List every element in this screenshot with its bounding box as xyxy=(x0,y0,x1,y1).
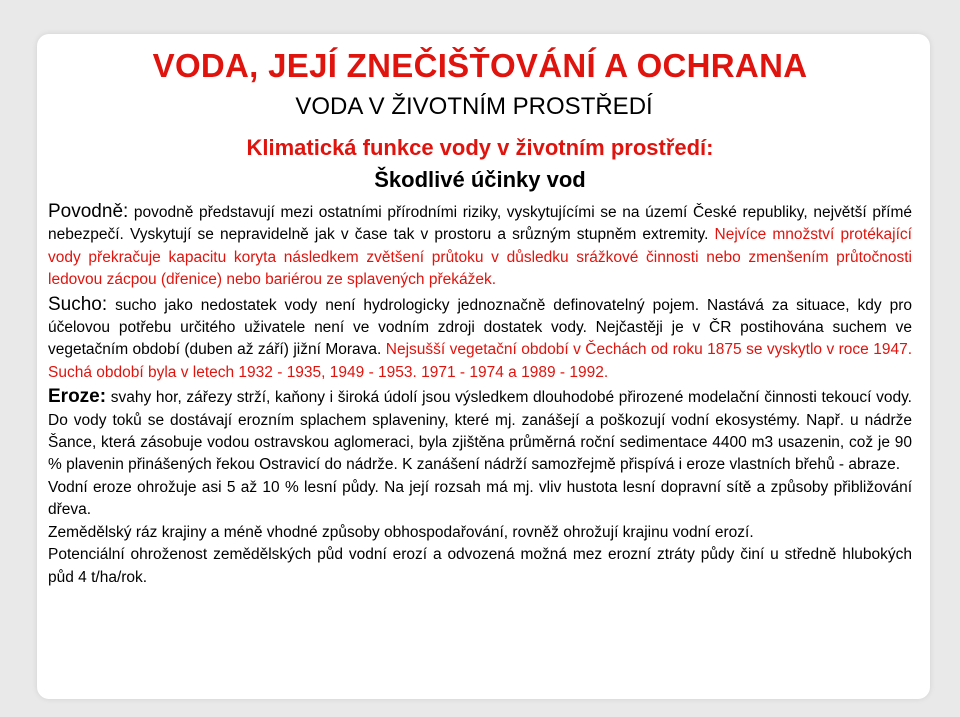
floods-term: Povodně: xyxy=(48,201,129,222)
floods-text-red: Nejvíce množství protékající vody překračuje kapacitu koryta následkem zvětšení průtoku v důsledku srážkové činnosti nebo zmenšením průtočnosti ledovou zácpou (dřenice) nebo bariérou ze splavených překážek. xyxy=(48,226,912,289)
floods-text: povodně představují mezi ostatními přírodními riziky, vyskytujícími se na území České republiky, největší přímé nebezpečí. Vyskytují se nepravidelně jak v čase tak v prostoru a srůzným stupněm extremity. xyxy=(48,204,912,244)
page-title: VODA, JEJÍ ZNEČIŠŤOVÁNÍ A OCHRANA xyxy=(152,47,808,84)
section-heading: Klimatická funkce vody v životním prostředí: xyxy=(246,135,714,160)
drought-text-red: Nejsušší vegetační období v Čechách od roku 1875 se vyskytlo v roce 1947. Suchá období byla v letech 1932 - 1935, 1949 - 1953. 1971 - 1974 a 1989 - 1992. xyxy=(48,341,912,381)
erosion-potential-paragraph: Potenciální ohroženost zemědělských půd vodní erozí a odvozená možná mez erozní ztráty půdy činí u středně hlubokých půd 4 t/ha/rok. xyxy=(48,546,912,586)
erosion-forest-paragraph: Vodní eroze ohrožuje asi 5 až 10 % lesní půdy. Na její rozsah má mj. vliv hustota lesní dopravní sítě a způsoby přibližování dřeva. xyxy=(48,478,912,519)
page-subtitle: VODA V ŽIVOTNÍM PROSTŘEDÍ xyxy=(295,93,653,120)
body-text xyxy=(48,201,912,589)
drought-paragraph xyxy=(48,294,912,385)
section-subheading: Škodlivé účinky vod xyxy=(374,167,586,192)
drought-text: sucho jako nedostatek vody není hydrologicky jednoznačně definovatelný pojem. Nastává za situace, kdy pro účelovou potřebu určitého uživatele není ve vodním zdroji dostatek vody. Nejčastěji je v ČR postihována suchem ve vegetačním období (duben až září) jižní Morava. xyxy=(48,296,912,359)
erosion-term: Eroze: xyxy=(48,386,107,408)
erosion-agri-paragraph: Zemědělský ráz krajiny a méně vhodné způsoby obhospodařování, rovněž ohrožují krajinu vodní erozí. xyxy=(48,523,754,541)
drought-term: Sucho: xyxy=(48,293,108,315)
erosion-paragraph xyxy=(48,386,912,477)
floods-paragraph xyxy=(48,201,912,292)
erosion-text: svahy hor, zářezy strží, kaňony i široká údolí jsou výsledkem dlouhodobé přirozené modelační činnosti tekoucí vody. Do vody toků se dostávají erozním splachem splaveniny, které mj. zanášejí a poškozují vodní ekosystémy. Např. u nádrže Šance, která zásobuje vodou ostravskou aglomeraci, byla zjištěna průměrná roční sedimentace 4400 m3 usazenin, což je 90 % plavenin přinášených řekou Ostravicí do nádrže. K zanášení nádrží samozřejmě přispívá i eroze vlastních břehů - abraze. xyxy=(48,389,912,474)
